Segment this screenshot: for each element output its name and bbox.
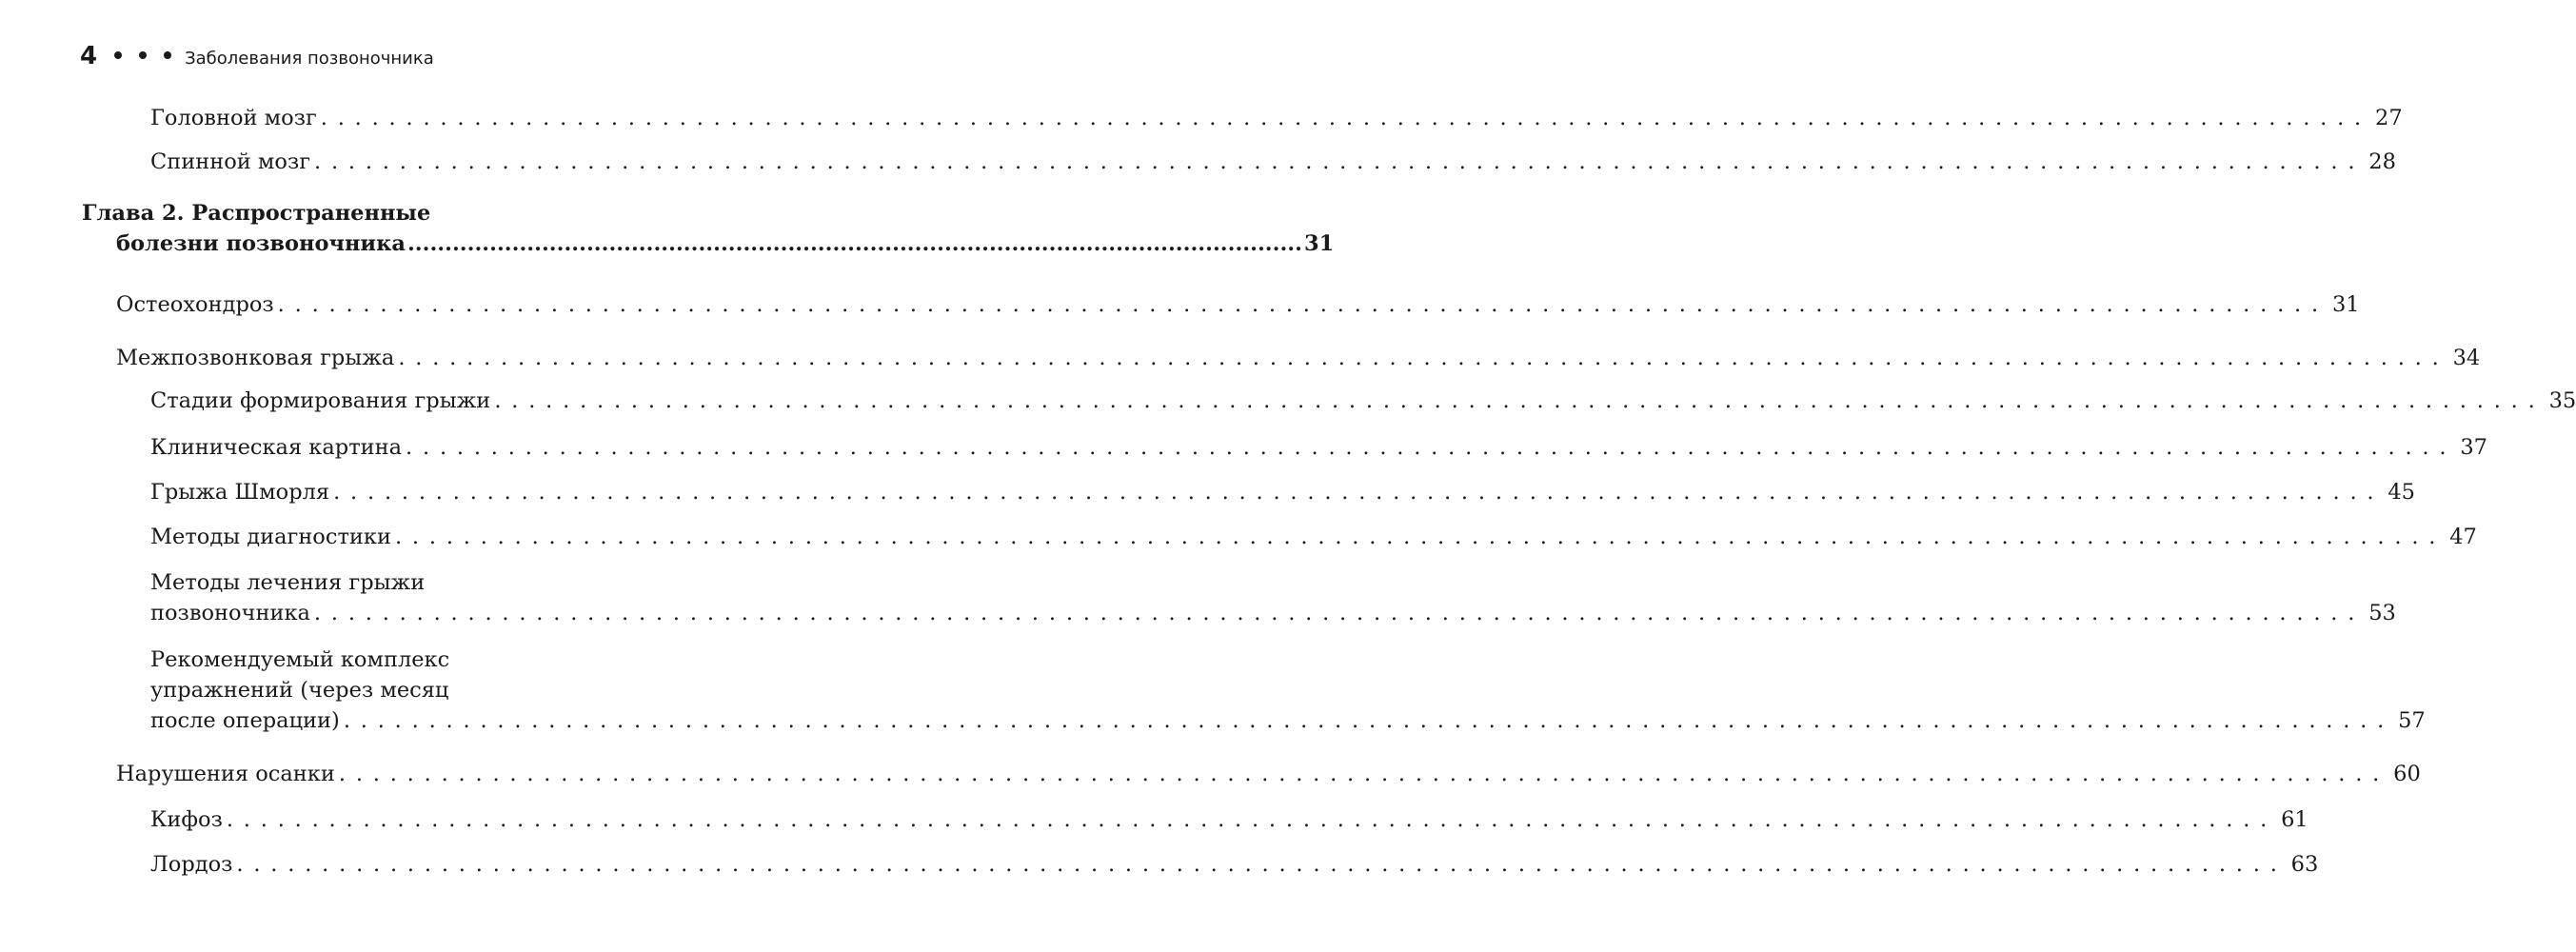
toc-entry-klinicheskaya-kartina[interactable] [150,432,2487,463]
toc-entry-title: Клиническая картина [150,435,403,460]
toc-entry-metody-diagnostiki[interactable] [150,522,2477,552]
dot-leader: ........................................................................................................................ [333,480,2385,505]
toc-entry-title: Грыжа Шморля [150,480,330,505]
dot-leader: ........................................................................................................................ [320,106,2372,130]
dot-leader: ........................................................................................................................ [277,292,2328,317]
header-bullets [114,56,171,64]
toc-entry-mezhpozvonkovaya-gryzha[interactable] [116,343,2481,373]
toc-entry-page: 27 [2375,106,2403,130]
toc-entry-page: 31 [2331,292,2360,317]
bullet-dot [164,51,171,59]
dot-leader: ........................................................................................................................ [406,435,2457,460]
toc-entry-title-cont: позвоночника [150,601,310,625]
toc-entry-page: 37 [2460,435,2487,460]
toc-entry-title: Стадии формирования грыжи [150,388,491,413]
dot-leader: ........................................................................................................................ [338,762,2390,786]
toc-entry-rekomenduemyy-kompleks[interactable] [150,645,2426,736]
toc-entry-kifoz[interactable] [150,804,2308,835]
chapter-page: 31 [1303,231,1335,256]
chapter-title-line2: болезни позвоночника [116,231,406,256]
dot-leader: ........................................................................................................................ [226,807,2278,832]
toc-entry-title-cont: после операции) [150,708,340,733]
toc-entry-title: Спинной мозг [150,149,311,174]
toc-entry-spinnoy-mozg[interactable] [150,147,2396,177]
toc-entry-page: 34 [2452,346,2481,370]
toc-entry-title: Головной мозг [150,106,317,130]
dot-leader: ........................................................................................................................ [406,231,1302,256]
dot-leader: ........................................................................................................................ [398,346,2449,370]
toc-entry-title: Остеохондроз [116,292,274,317]
toc-entry-page: 60 [2393,762,2421,786]
chapter-title-line1: Глава 2. Распространенные [82,201,431,226]
toc-entry-page: 63 [2290,852,2319,877]
toc-entry-title: Методы лечения грыжи [150,570,426,595]
dot-leader: ........................................................................................................................ [394,525,2447,549]
toc-entry-page: 28 [2368,149,2396,174]
running-header [80,44,434,76]
dot-leader: ........................................................................................................................ [236,852,2288,877]
toc-entry-title: Кифоз [150,807,223,832]
toc-entry-title: Межпозвонковая грыжа [116,346,395,370]
toc-entry-page: 61 [2281,807,2308,832]
toc-entry-page: 47 [2449,525,2477,549]
toc-entry-title: Лордоз [150,852,233,877]
toc-entry-metody-lecheniya[interactable] [150,567,2396,628]
toc-chapter-2[interactable] [82,198,1335,259]
toc-entry-title: Методы диагностики [150,525,391,549]
toc-entry-page: 53 [2368,601,2396,625]
toc-entry-title-cont: упражнений (через месяц [150,678,449,703]
running-title: Заболевания позвоночника [185,49,434,69]
page-number: 4 [80,42,98,70]
dot-leader: ........................................................................................................................ [313,601,2366,625]
toc-entry-osteokhondroz[interactable] [116,289,2360,320]
toc-entry-golovnoy-mozg[interactable] [150,103,2403,133]
toc-entry-page: 57 [2398,708,2426,733]
dot-leader: ........................................................................................................................ [343,708,2395,733]
toc-entry-page: 35 [2548,388,2576,413]
dot-leader: ........................................................................................................................ [494,388,2546,413]
bullet-dot [114,51,122,59]
toc-entry-narusheniya-osanki[interactable] [116,759,2421,789]
toc-entry-gryzha-shmorlya[interactable] [150,477,2415,507]
toc-entry-stadii-formirovaniya[interactable] [150,386,2576,416]
bullet-dot [139,51,147,59]
dot-leader: ........................................................................................................................ [314,149,2366,174]
toc-entry-lordoz[interactable] [150,849,2319,880]
toc-entry-title: Нарушения осанки [116,762,335,786]
toc-entry-page: 45 [2388,480,2415,505]
toc-entry-title: Рекомендуемый комплекс [150,647,450,672]
